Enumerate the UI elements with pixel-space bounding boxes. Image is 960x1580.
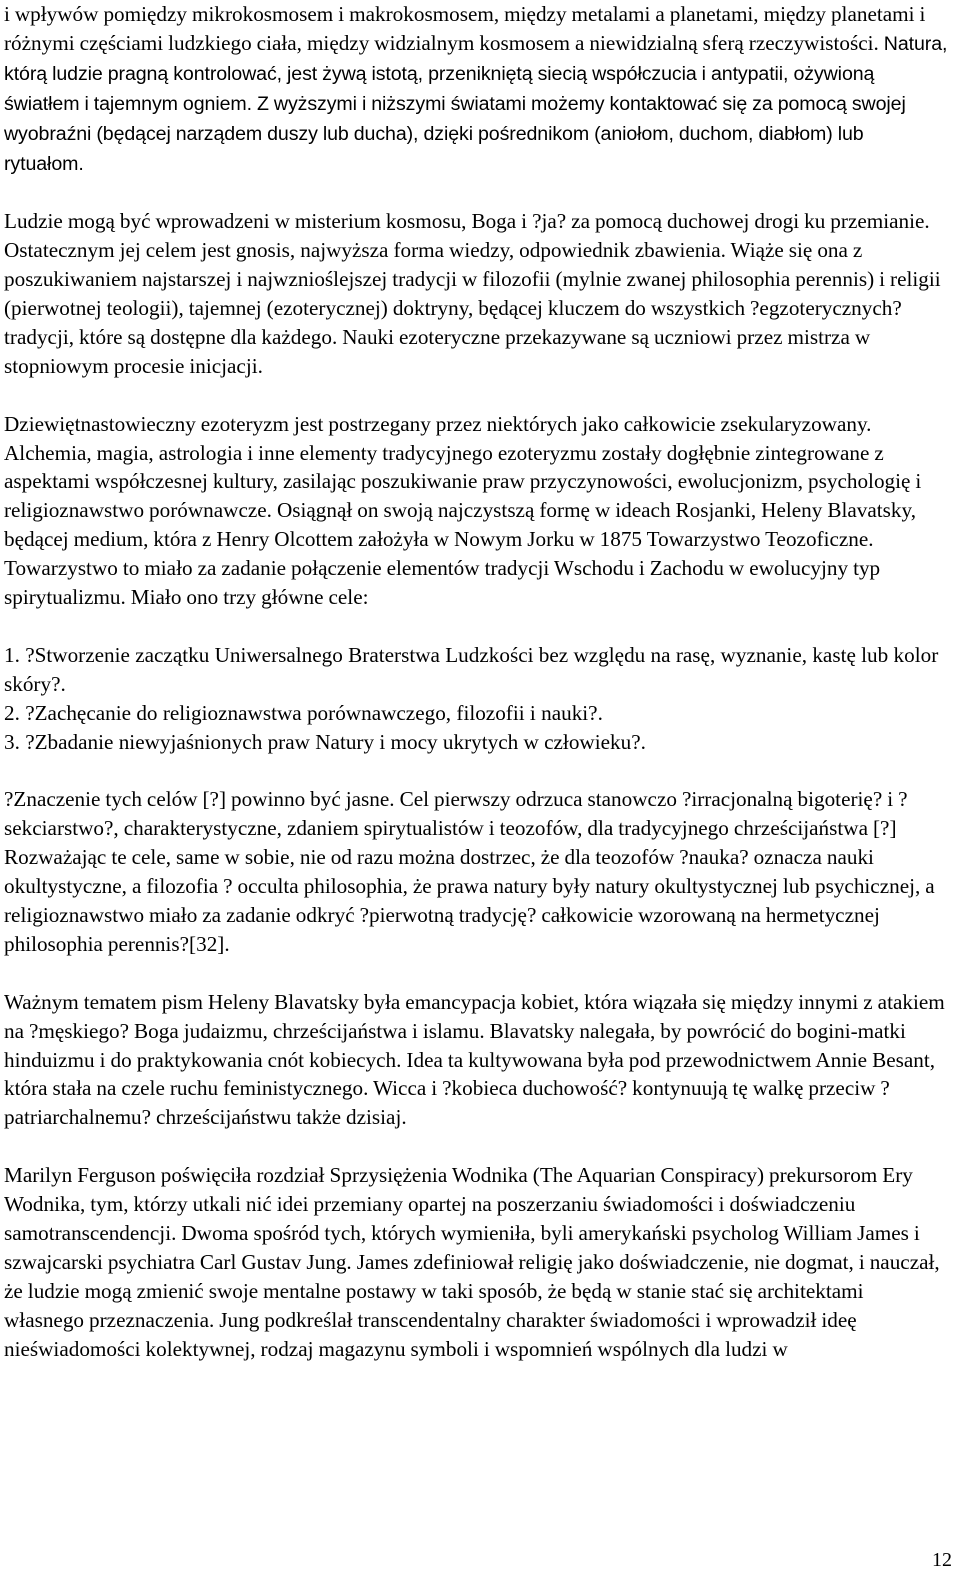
paragraph-1-serif-part: i wpływów pomiędzy mikrokosmosem i makrokosmosem, między metalami a planetami, między planetami i różnymi częściami ludzkiego ciała, między widzialnym kosmosem a niewidzialną sferą rzeczywistości. (4, 2, 926, 55)
paragraph-3: Dziewiętnastowieczny ezoteryzm jest postrzegany przez niektórych jako całkowicie zsekularyzowany. Alchemia, magia, astrologia i inne elementy tradycyjnego ezoteryzmu zostały dogłębnie zintegrowane z aspektami współczesnej kultury, zasilając poszukiwanie praw przyczynowości, ewolucjonizm, psychologię i religioznawstwo porównawcze. Osiągnął on swoją najczystszą formę w ideach Rosjanki, Heleny Blavatsky, będącej medium, która z Henry Olcottem założyła w Nowym Jorku w 1875 Towarzystwo Teozoficzne. Towarzystwo to miało za zadanie połączenie elementów tradycji Wschodu i Zachodu w ewolucyjny typ spirytualizmu. Miało ono trzy główne cele: (4, 411, 922, 610)
list-item: 1. ?Stworzenie zaczątku Uniwersalnego Braterstwa Ludzkości bez względu na rasę, wyznanie, kastę lub kolor skóry?. (4, 642, 939, 696)
paragraph-1-sans-part: Natura, którą ludzie pragną kontrolować, jest żywą istotą, przenikniętą siecią współczucia i antypatii, ożywioną światłem i tajemnym ogniem. Z wyższymi i niższymi światami możemy kontaktować się za pomocą swojej wyobraźni (będącej narządem duszy lub ducha), dzięki pośrednikom (aniołom, duchom, diabłom) lub rytuałom. (4, 32, 948, 175)
goals-list (4, 641, 948, 757)
list-item: 2. ?Zachęcanie do religioznawstwa porównawczego, filozofii i nauki?. (4, 700, 603, 725)
paragraph-6: Marilyn Ferguson poświęciła rozdział Sprzysiężenia Wodnika (The Aquarian Conspiracy) prekursorom Ery Wodnika, tym, którzy utkali nić idei przemiany opartej na poszerzaniu świadomości i doświadczeniu samotranscendencji. Dwoma spośród tych, których wymieniła, byli amerykański psycholog William James i szwajcarski psychiatra Carl Gustav Jung. James zdefiniował religię jako doświadczenie, nie dogmat, i nauczał, że ludzie mogą zmienić swoje mentalne postawy w taki sposób, że będą w stanie stać się architektami własnego przeznaczenia. Jung podkreślał transcendentalny charakter świadomości i wprowadził ideę nieświadomości kolektywnej, rodzaj magazynu symboli i wspomnień wspólnych dla ludzi w (4, 1163, 940, 1361)
list-item: 3. ?Zbadanie niewyjaśnionych praw Natury i mocy ukrytych w człowieku?. (4, 729, 646, 754)
paragraph-2: Ludzie mogą być wprowadzeni w misterium kosmosu, Boga i ?ja? za pomocą duchowej drogi ku przemianie. Ostatecznym jej celem jest gnosis, najwyższa forma wiedzy, odpowiednik zbawienia. Wiąże się ona z poszukiwaniem najstarszej i najwznioślejszej tradycji w filozofii (mylnie zwanej philosophia perennis) i religii (pierwotnej teologii), tajemnej (ezoterycznej) doktryny, będącej kluczem do wszystkich ?egzoterycznych? tradycji, które są dostępne dla każdego. Nauki ezoteryczne przekazywane są uczniowi przez mistrza w stopniowym procesie inicjacji. (4, 209, 941, 378)
document-page (4, 0, 948, 1392)
paragraph-5: Ważnym tematem pism Heleny Blavatsky była emancypacja kobiet, która wiązała się między innymi z atakiem na ?męskiego? Boga judaizmu, chrześcijaństwa i islamu. Blavatsky nalegała, by powrócić do bogini-matki hinduizmu i do praktykowania cnót kobiecych. Idea ta kultywowana była pod przewodnictwem Annie Besant, która stała na czele ruchu feministycznego. Wicca i ?kobieca duchowość? kontynuują tę walkę przeciw ? patriarchalnemu? chrześcijaństwu także dzisiaj. (4, 989, 945, 1130)
paragraph-1 (4, 0, 948, 178)
paragraph-4: ?Znaczenie tych celów [?] powinno być jasne. Cel pierwszy odrzuca stanowczo ?irracjonalną bigoterię? i ?sekciarstwo?, charakterystyczne, zdaniem spirytualistów i teozofów, dla tradycyjnego chrześcijaństwa [?] Rozważając te cele, same w sobie, nie od razu można dostrzec, że dla teozofów ?nauka? oznacza nauki okultystyczne, a filozofia ? occulta philosophia, że prawa natury były natury okultystycznej lub psychicznej, a religioznawstwo miało za zadanie odkryć ?pierwotną tradycję? całkowicie wzorowaną na hermetycznej philosophia perennis?[32]. (4, 787, 935, 956)
page-number: 12 (932, 1549, 952, 1571)
